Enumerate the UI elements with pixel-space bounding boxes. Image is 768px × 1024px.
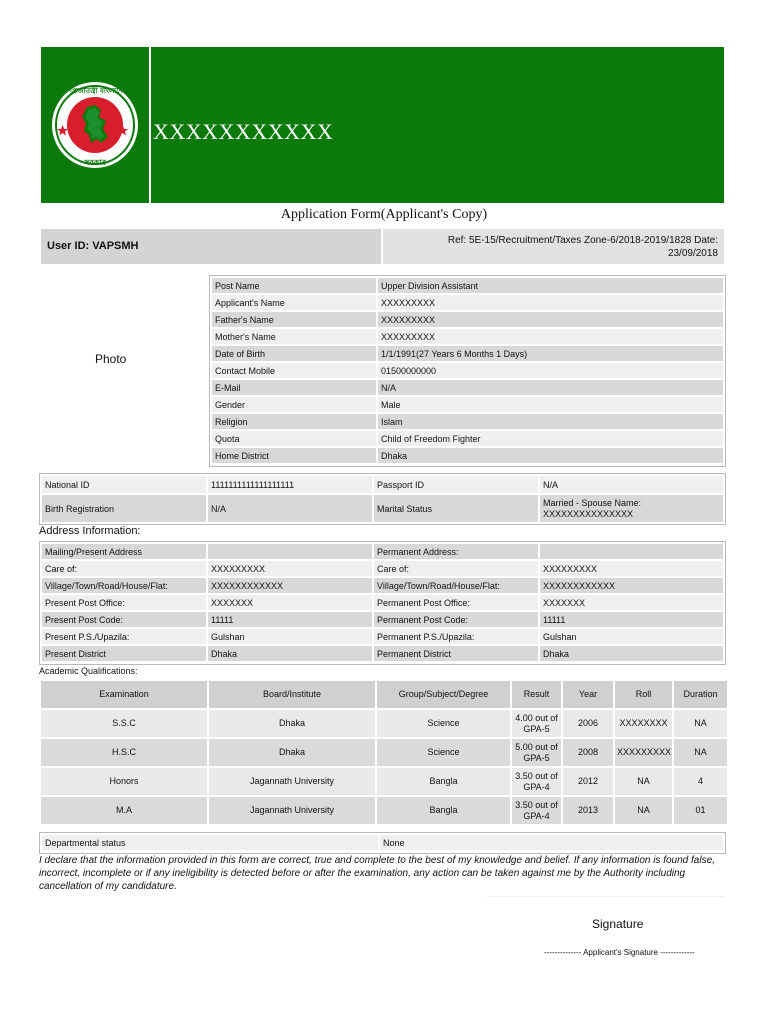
year-cell: 2013 <box>563 797 613 824</box>
address-label: Care of: <box>42 561 206 576</box>
signature-divider <box>487 896 724 897</box>
table-row <box>41 797 727 824</box>
column-header: Examination <box>41 681 207 708</box>
marital-status-line-2: XXXXXXXXXXXXXXX <box>543 508 634 519</box>
exam-cell: Honors <box>41 768 207 795</box>
signature-caption: -------------- Applicant's Signature ------------- <box>544 948 695 957</box>
address-value: Dhaka <box>208 646 372 661</box>
address-value: Dhaka <box>540 646 723 661</box>
field-label: Home District <box>212 448 376 463</box>
departmental-table <box>40 833 725 852</box>
field-value: 01500000000 <box>378 363 723 378</box>
address-value: XXXXXXX <box>540 595 723 610</box>
table-row <box>212 397 723 412</box>
address-label: Care of: <box>374 561 538 576</box>
field-value: Dhaka <box>378 448 723 463</box>
field-label: Contact Mobile <box>212 363 376 378</box>
address-label: Present District <box>42 646 206 661</box>
personal-info-table <box>210 276 725 465</box>
personal-info-panel <box>209 275 726 467</box>
address-panel <box>39 541 726 665</box>
field-value: Child of Freedom Fighter <box>378 431 723 446</box>
roll-cell: NA <box>615 797 672 824</box>
table-row <box>42 495 723 522</box>
address-label: Permanent P.S./Upazila: <box>374 629 538 644</box>
year-cell: 2006 <box>563 710 613 737</box>
field-value: Upper Division Assistant <box>378 278 723 293</box>
result-cell <box>512 710 561 737</box>
address-label: Present Post Code: <box>42 612 206 627</box>
year-cell: 2012 <box>563 768 613 795</box>
address-value <box>540 544 723 559</box>
national-id-value: 1111111111111111111 <box>208 476 372 493</box>
address-value: Gulshan <box>208 629 372 644</box>
address-table <box>40 542 725 663</box>
table-row <box>41 739 727 766</box>
birth-registration-value: N/A <box>208 495 372 522</box>
table-row <box>41 710 727 737</box>
address-label: Present P.S./Upazila: <box>42 629 206 644</box>
group-cell: Science <box>377 710 510 737</box>
emblem-top-text: গণপ্রজাতন্ত্রী বাংলাদেশ <box>63 87 127 95</box>
result-line-2: GPA-5 <box>523 723 550 734</box>
address-value: XXXXXXXXX <box>540 561 723 576</box>
board-cell: Jagannath University <box>209 768 375 795</box>
table-row <box>212 431 723 446</box>
table-row <box>42 561 723 576</box>
group-cell: Science <box>377 739 510 766</box>
address-value: XXXXXXXXXXXX <box>208 578 372 593</box>
column-header: Year <box>563 681 613 708</box>
departmental-status-value: None <box>380 835 723 850</box>
identity-panel <box>39 473 726 525</box>
table-row <box>212 295 723 310</box>
field-label: Post Name <box>212 278 376 293</box>
user-id-cell <box>41 229 381 264</box>
address-label: Present Post Office: <box>42 595 206 610</box>
table-row <box>42 612 723 627</box>
duration-cell: NA <box>674 739 727 766</box>
duration-cell: NA <box>674 710 727 737</box>
result-cell <box>512 768 561 795</box>
address-label: Mailing/Present Address <box>42 544 206 559</box>
table-row <box>212 346 723 361</box>
marital-status-value <box>540 495 723 522</box>
table-row <box>41 768 727 795</box>
academic-table <box>39 679 729 826</box>
form-title: Application Form(Applicant's Copy) <box>280 207 488 222</box>
column-header: Group/Subject/Degree <box>377 681 510 708</box>
birth-registration-label: Birth Registration <box>42 495 206 522</box>
emblem-bottom-text: সরকার <box>83 158 107 167</box>
address-value: 11111 <box>208 612 372 627</box>
field-value: Islam <box>378 414 723 429</box>
reference-line-1: Ref: 5E-15/Recruitment/Taxes Zone-6/2018-2019/1828 Date: <box>447 235 718 246</box>
identity-table <box>40 474 725 524</box>
board-cell: Dhaka <box>209 710 375 737</box>
address-label: Permanent Post Office: <box>374 595 538 610</box>
column-header: Result <box>512 681 561 708</box>
duration-cell: 4 <box>674 768 727 795</box>
table-row <box>212 312 723 327</box>
reference-cell <box>383 229 724 264</box>
table-row <box>42 578 723 593</box>
table-row <box>42 646 723 661</box>
field-label: E-Mail <box>212 380 376 395</box>
passport-label: Passport ID <box>374 476 538 493</box>
roll-cell: XXXXXXXX <box>615 710 672 737</box>
address-value: XXXXXXXXXXXX <box>540 578 723 593</box>
field-label: Father's Name <box>212 312 376 327</box>
roll-cell: NA <box>615 768 672 795</box>
board-cell: Jagannath University <box>209 797 375 824</box>
field-label: Religion <box>212 414 376 429</box>
passport-value: N/A <box>540 476 723 493</box>
address-label: Permanent Address: <box>374 544 538 559</box>
result-line-1: 3.50 out of <box>515 799 558 810</box>
field-value: XXXXXXXXX <box>378 329 723 344</box>
field-value: XXXXXXXXX <box>378 295 723 310</box>
field-label: Quota <box>212 431 376 446</box>
reference-line-2: 23/09/2018 <box>667 248 718 259</box>
result-line-1: 3.50 out of <box>515 770 558 781</box>
national-id-label: National ID <box>42 476 206 493</box>
photo-placeholder: Photo <box>95 352 127 366</box>
address-label: Permanent Post Code: <box>374 612 538 627</box>
address-value <box>208 544 372 559</box>
exam-cell: H.S.C <box>41 739 207 766</box>
table-row <box>42 835 723 850</box>
declaration-text: I declare that the information provided in this form are correct, true and complete to the best of my knowledge and belief. If any information is found false, incorrect, incomplete or if any ineligibility is detected before or after the examination, any action can be taken against me by the Authority including cancellation of my candidature. <box>39 855 715 892</box>
table-row <box>212 329 723 344</box>
table-row <box>42 544 723 559</box>
marital-status-line-1: Married - Spouse Name: <box>543 497 642 508</box>
table-row <box>212 448 723 463</box>
result-line-2: GPA-4 <box>523 810 550 821</box>
departmental-status-label: Departmental status <box>42 835 378 850</box>
group-cell: Bangla <box>377 797 510 824</box>
field-value: 1/1/1991(27 Years 6 Months 1 Days) <box>378 346 723 361</box>
field-value: N/A <box>378 380 723 395</box>
address-label: Village/Town/Road/House/Flat: <box>374 578 538 593</box>
header-banner <box>41 47 724 203</box>
exam-cell: S.S.C <box>41 710 207 737</box>
address-value: XXXXXXXXX <box>208 561 372 576</box>
table-row <box>212 278 723 293</box>
table-row <box>42 476 723 493</box>
table-row <box>212 380 723 395</box>
government-emblem-icon <box>51 79 139 171</box>
address-label: Village/Town/Road/House/Flat: <box>42 578 206 593</box>
logo-panel <box>41 47 151 203</box>
field-value: Male <box>378 397 723 412</box>
address-value: Gulshan <box>540 629 723 644</box>
group-cell: Bangla <box>377 768 510 795</box>
duration-cell: 01 <box>674 797 727 824</box>
roll-cell: XXXXXXXXX <box>615 739 672 766</box>
address-section-label: Address Information: <box>39 525 141 537</box>
board-cell: Dhaka <box>209 739 375 766</box>
field-label: Applicant's Name <box>212 295 376 310</box>
exam-cell: M.A <box>41 797 207 824</box>
result-line-2: GPA-4 <box>523 781 550 792</box>
result-line-2: GPA-5 <box>523 752 550 763</box>
banner-title: XXXXXXXXXXX <box>153 119 334 144</box>
column-header: Roll <box>615 681 672 708</box>
table-row <box>212 363 723 378</box>
address-value: 11111 <box>540 612 723 627</box>
academic-panel <box>39 679 729 826</box>
user-id: User ID: VAPSMH <box>47 240 139 252</box>
table-row <box>212 414 723 429</box>
departmental-panel <box>39 832 726 854</box>
academic-section-label: Academic Qualifications: <box>39 666 138 676</box>
field-label: Mother's Name <box>212 329 376 344</box>
column-header: Duration <box>674 681 727 708</box>
signature-label: Signature <box>592 917 644 931</box>
column-header: Board/Institute <box>209 681 375 708</box>
result-cell <box>512 797 561 824</box>
result-cell <box>512 739 561 766</box>
field-label: Gender <box>212 397 376 412</box>
result-line-1: 5.00 out of <box>515 741 558 752</box>
field-value: XXXXXXXXX <box>378 312 723 327</box>
table-row <box>42 595 723 610</box>
field-label: Date of Birth <box>212 346 376 361</box>
result-line-1: 4.00 out of <box>515 712 558 723</box>
year-cell: 2008 <box>563 739 613 766</box>
address-label: Permanent District <box>374 646 538 661</box>
table-row <box>42 629 723 644</box>
table-header-row <box>41 681 727 708</box>
marital-status-label: Marital Status <box>374 495 538 522</box>
address-value: XXXXXXX <box>208 595 372 610</box>
